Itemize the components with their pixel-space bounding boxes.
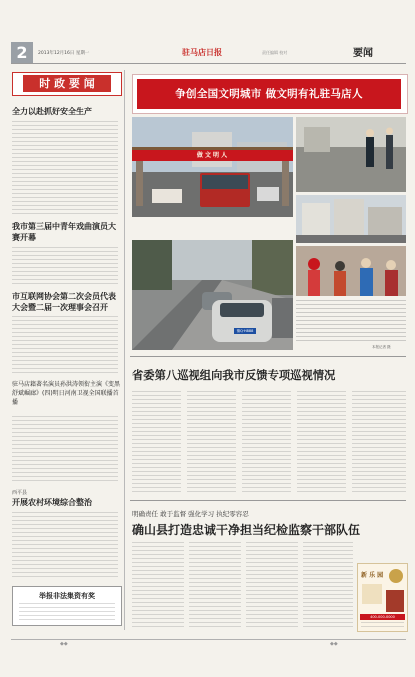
- footer-ornament-right: ◆◆: [330, 641, 338, 647]
- section-title: 要闻: [353, 48, 373, 59]
- article1-col2: [187, 391, 236, 493]
- headline-opera-contest: 我市第三届中青年戏曲演员大赛开幕: [12, 222, 116, 242]
- advertisement: [357, 563, 408, 632]
- article1-col5: [352, 391, 406, 493]
- parked-cars-illustration: [132, 240, 293, 350]
- article-text-4: [12, 416, 118, 484]
- column-divider: [124, 70, 125, 630]
- headline-queshan-discipline-team: 确山县打造忠诚干净担当纪检监察干部队伍: [132, 523, 361, 537]
- left-column: [8, 66, 122, 636]
- ad-phone: 400-000-0000: [360, 614, 405, 620]
- street-gate-illustration: [132, 117, 293, 217]
- paper-logo: 驻马店日报: [182, 47, 222, 57]
- editor-line: 责任编辑 校对: [262, 50, 288, 55]
- photo-street-gate-bus: [132, 117, 293, 217]
- headline-rural-environment: 开展农村环境综合整治: [12, 498, 92, 507]
- date-line: 2013年12月16日 星期一: [38, 51, 90, 56]
- photo-parked-cars: [132, 240, 293, 350]
- license-plate: 豫Q·H888: [234, 328, 256, 334]
- headline-inspection-feedback: 省委第八巡视组向我市反馈专项巡视情况: [132, 369, 336, 382]
- traffic-police-illustration: [296, 117, 406, 192]
- section-divider-2: [130, 500, 406, 501]
- article1-col3: [242, 391, 291, 493]
- article2-col3: [246, 542, 298, 630]
- ad-brand: 新 乐 园: [361, 572, 384, 579]
- photo-crowd-volunteers: [296, 246, 406, 296]
- banner-text: 争创全国文明城市 做文明有礼驻马店人: [137, 79, 401, 109]
- photo-city-buildings: [296, 195, 406, 243]
- footer-rule: [11, 639, 406, 640]
- article-text-3: [12, 316, 118, 376]
- headline-internet-association: 市互联网协会第二次会员代表大会暨二届一次理事会召开: [12, 292, 116, 312]
- notice-box: [12, 586, 122, 626]
- page-number: 2: [11, 42, 33, 64]
- footer-ornament-left: ◆◆: [60, 641, 68, 647]
- gate-banner-text: 做 文 明 人: [196, 152, 228, 159]
- kicker-xiping: 西平县: [12, 490, 28, 496]
- notice-title: 举报非法集资有奖: [39, 592, 95, 600]
- article2-col1: [132, 542, 184, 630]
- headline-actor-tv-drama: 驻马店籍著名演员孙洪涛领衔主演《变黑舒斌崛廊》(四)明日河南卫视全国联播首播: [12, 381, 121, 406]
- civilized-city-banner: [132, 74, 408, 114]
- masthead-rule: [11, 63, 406, 64]
- politics-news-box: [12, 72, 122, 96]
- ad-text: [361, 622, 404, 629]
- politics-news-title: 时 政 要 闻: [23, 75, 111, 92]
- article2-col2: [189, 542, 241, 630]
- section-divider-1: [130, 356, 406, 357]
- kicker-discipline: 明确责任 敢于监督 强化学习 执纪零容忍: [132, 510, 249, 518]
- article1-col4: [297, 391, 346, 493]
- headline-safety-production: 全力以赴抓好安全生产: [12, 107, 92, 116]
- article2-col4: [303, 542, 353, 630]
- article1-col1: [132, 391, 181, 493]
- photo-caption-author: 本报记者 摄: [372, 345, 391, 349]
- photo-caption-text: [296, 300, 406, 344]
- article-text-2: [12, 247, 118, 287]
- article-text-5: [12, 512, 118, 578]
- crowd-illustration: [296, 246, 406, 296]
- masthead: [0, 0, 415, 70]
- city-buildings-illustration: [296, 195, 406, 243]
- photo-traffic-police: [296, 117, 406, 192]
- article-text-1: [12, 121, 118, 217]
- notice-text: [19, 603, 115, 621]
